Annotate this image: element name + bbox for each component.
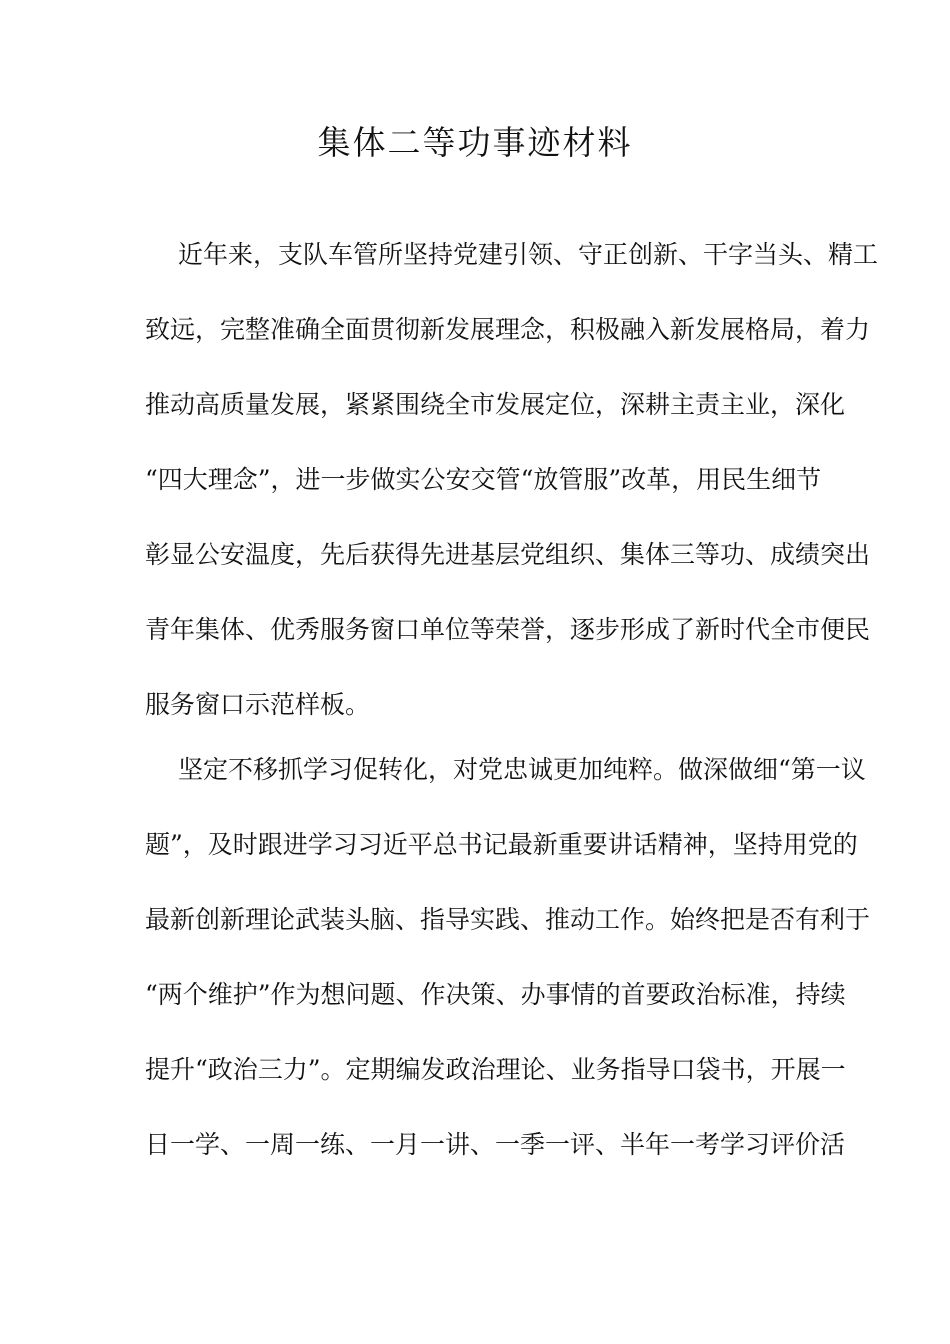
text-line: 最新创新理论武装头脑、指导实践、推动工作。始终把是否有利于	[145, 905, 871, 934]
text-line: 致远，完整准确全面贯彻新发展理念，积极融入新发展格局，着力	[145, 315, 871, 344]
text-line: “两个维护”作为想问题、作决策、办事情的首要政治标准，持续	[145, 980, 846, 1009]
text-line: 青年集体、优秀服务窗口单位等荣誉，逐步形成了新时代全市便民	[145, 615, 871, 644]
text-line: “四大理念”，进一步做实公安交管“放管服”改革，用民生细节	[145, 465, 822, 494]
text-line: 彰显公安温度，先后获得先进基层党组织、集体三等功、成绩突出	[145, 540, 871, 569]
text-line: 题”，及时跟进学习习近平总书记最新重要讲话精神，坚持用党的	[145, 830, 858, 859]
text-line: 服务窗口示范样板。	[145, 690, 371, 719]
text-line: 近年来，支队车管所坚持党建引领、守正创新、干字当头、精工	[178, 240, 879, 269]
text-line: 提升“政治三力”。定期编发政治理论、业务指导口袋书，开展一	[145, 1055, 846, 1084]
text-line: 坚定不移抓学习促转化，对党忠诚更加纯粹。做深做细“第一议	[178, 755, 866, 784]
text-line: 推动高质量发展，紧紧围绕全市发展定位，深耕主责主业，深化	[145, 390, 846, 419]
text-line: 日一学、一周一练、一月一讲、一季一评、半年一考学习评价活	[145, 1130, 846, 1159]
document-title: 集体二等功事迹材料	[317, 123, 633, 162]
